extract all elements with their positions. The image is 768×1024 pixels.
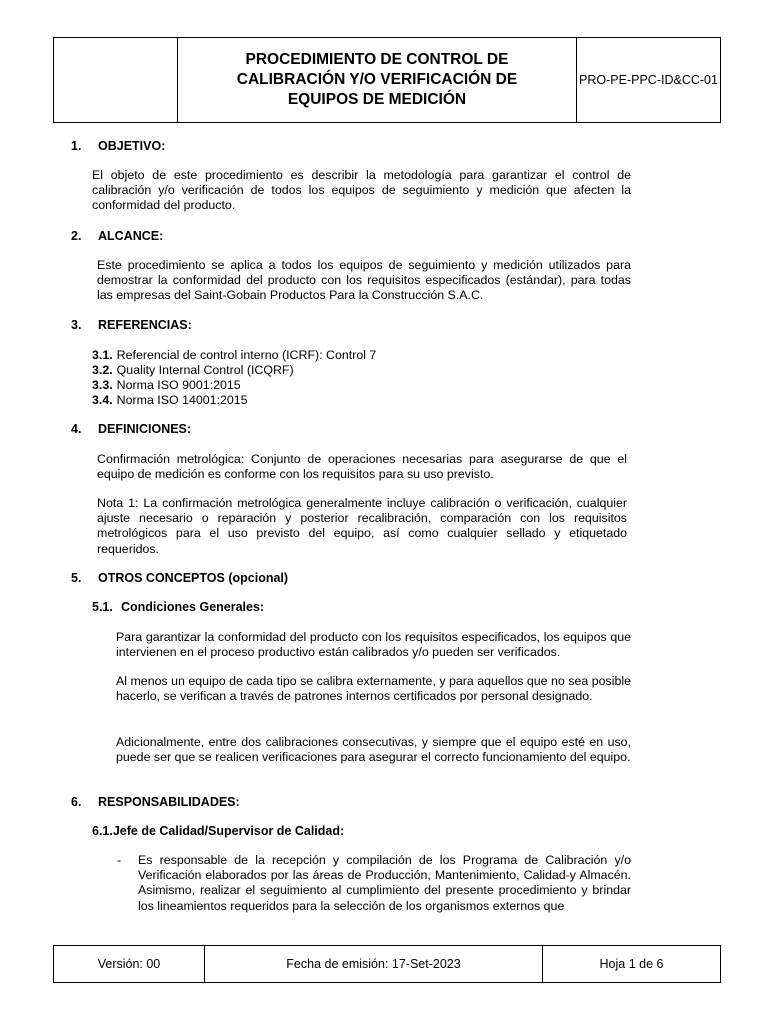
footer-issue-date: Fecha de emisión: 17-Set-2023 <box>205 946 543 982</box>
document-code: PRO-PE-PPC-ID&CC-01 <box>579 73 718 87</box>
document-header <box>53 37 721 123</box>
objetivo-text: El objeto de este procedimiento es describir la metodología para garantizar el control de calibración y/o verificación de todos los equipos de seguimiento y medición que afecten la conformidad del producto. <box>92 168 631 213</box>
condiciones-paragraph-2: Al menos un equipo de cada tipo se calibra externamente, y para aquellos que no sea posible hacerlo, se verifican a través de patrones internos certificados por personal designado. <box>116 674 631 704</box>
bullet-dash: - <box>117 853 122 867</box>
footer-page-number: Hoja 1 de 6 <box>599 957 664 971</box>
footer-version: Versión: 00 <box>54 946 205 982</box>
reference-item: 3.4. Norma ISO 14001:2015 <box>92 393 248 407</box>
condiciones-paragraph-3: Adicionalmente, entre dos calibraciones consecutivas, y siempre que el equipo esté en uso, puede ser que se realicen verificaciones para asegurar el correcto funcionamiento del equipo. <box>116 735 631 765</box>
tracked-change-mark: - <box>565 868 570 883</box>
references-list <box>92 348 376 408</box>
logo-cell <box>54 38 178 122</box>
document-footer <box>53 945 721 983</box>
reference-item: 3.2. Quality Internal Control (ICQRF) <box>92 363 294 377</box>
reference-item: 3.1. Referencial de control interno (ICRF): Control 7 <box>92 348 377 362</box>
responsabilidad-jefe-calidad-text: Es responsable de la recepción y compilación de los Programa de Calibración y/o Verificación elaborados por las áreas de Producción, Mantenimiento, Calidad-y Almacén. Asimismo, realizar el seguimiento al cumplimiento del presente procedimiento y brindar los lineamientos requeridos para la selección de los organismos externos que <box>138 853 631 913</box>
reference-item: 3.3. Norma ISO 9001:2015 <box>92 378 241 392</box>
condiciones-paragraph-1: Para garantizar la conformidad del producto con los requisitos especificados, los equipos que intervienen en el proceso productivo están calibrados y/o pueden ser verificados. <box>116 630 631 660</box>
definiciones-paragraph-1: Confirmación metrológica: Conjunto de operaciones necesarias para asegurarse de que el equipo de medición es conforme con los requisitos para su uso previsto. <box>97 452 627 482</box>
document-title: PROCEDIMIENTO DE CONTROL DE CALIBRACIÓN Y/O VERIFICACIÓN DE EQUIPOS DE MEDICIÓN <box>178 38 577 122</box>
definiciones-paragraph-2: Nota 1: La confirmación metrológica generalmente incluye calibración o verificación, cualquier ajuste necesario o reparación y posterior recalibración, comparación con los requisitos metrológicos para el uso previsto del equipo, así como cualquier sellado y etiquetado requeridos. <box>97 496 627 556</box>
alcance-text: Este procedimiento se aplica a todos los equipos de seguimiento y medición utilizados para demostrar la conformidad del producto con los requisitos especificados (estándar), para todas las empresas del Saint-Gobain Productos Para la Construcción S.A.C. <box>97 258 631 303</box>
